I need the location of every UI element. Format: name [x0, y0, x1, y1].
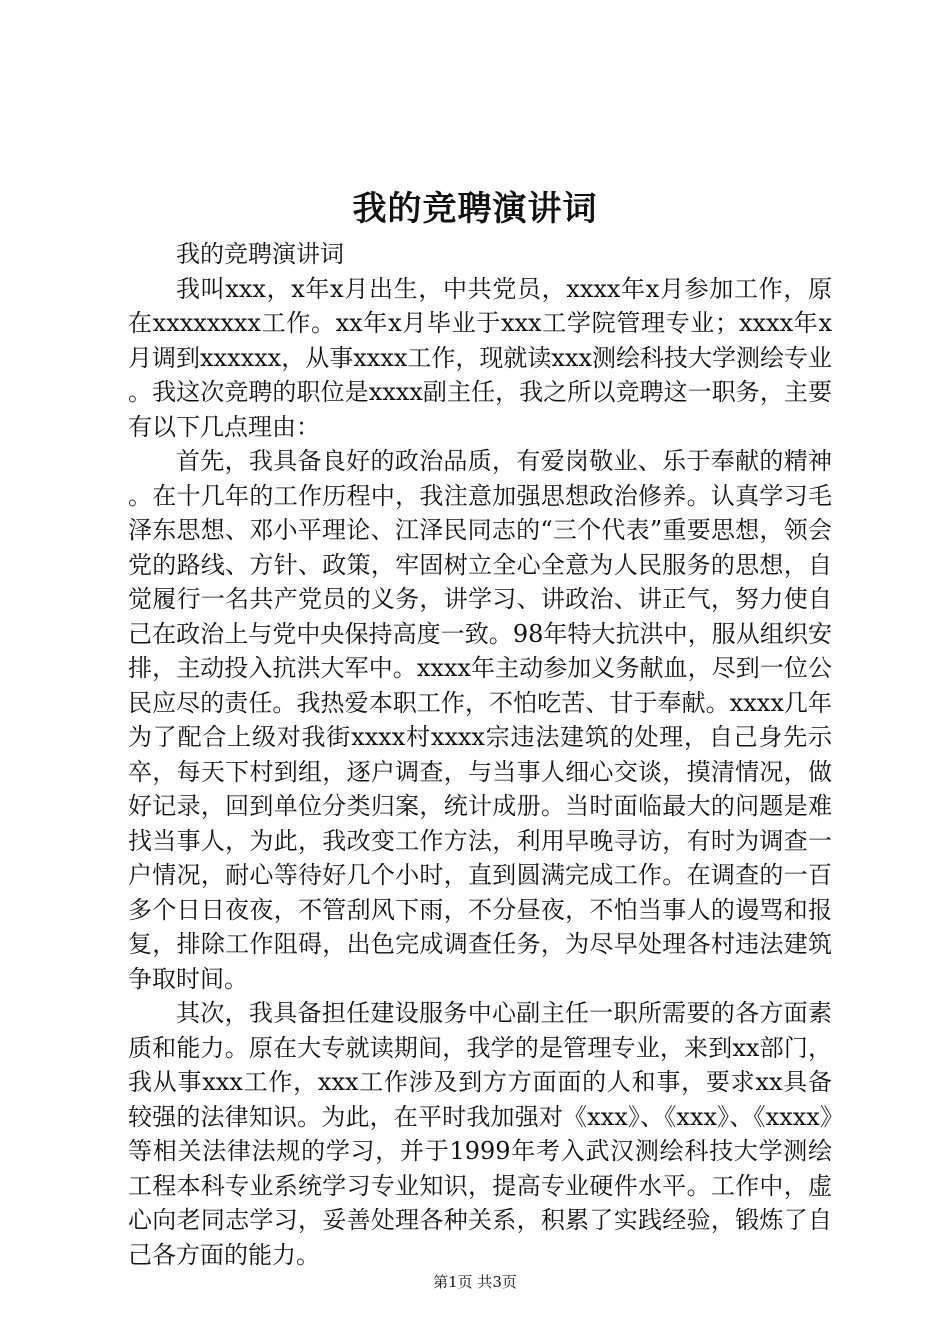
- document-body: [128, 237, 832, 1272]
- paragraph-heading: 我的竞聘演讲词: [176, 240, 344, 268]
- page-number-footer: 第1页 共3页: [433, 1273, 517, 1291]
- paragraph-introduction: 我叫xxx，x年x月出生，中共党员，xxxx年x月参加工作，原在xxxxxxxx工作。xx年x月毕业于xxx工学院管理专业；xxxx年x月调到xxxxxx，从事xxxx工作，现就读xxx测绘科技大学测绘专业。我这次竞聘的职位是xxxx副主任，我之所以竞聘这一职务，主要有以下几点理由：: [128, 274, 832, 441]
- paragraph-second-reason: 其次，我具备担任建设服务中心副主任一职所需要的各方面素质和能力。原在大专就读期间，我学的是管理专业，来到xx部门，我从事xxx工作，xxx工作涉及到方方面面的人和事，要求xx具备较强的法律知识。为此，在平时我加强对《xxx》、《xxx》、《xxxx》等相关法律法规的学习，并于1999年考入武汉测绘科技大学测绘工程本科专业系统学习专业知识，提高专业硬件水平。工作中，虚心向老同志学习，妥善处理各种关系，积累了实践经验，锻炼了自己各方面的能力。: [128, 999, 832, 1269]
- paragraph-first-reason: 首先，我具备良好的政治品质，有爱岗敬业、乐于奉献的精神。在十几年的工作历程中，我注意加强思想政治修养。认真学习毛泽东思想、邓小平理论、江泽民同志的“三个代表”重要思想，领会党的路线、方针、政策，牢固树立全心全意为人民服务的思想，自觉履行一名共产党员的义务，讲学习、讲政治、讲正气，努力使自己在政治上与党中央保持高度一致。98年特大抗洪中，服从组织安排，主动投入抗洪大军中。xxxx年主动参加义务献血，尽到一位公民应尽的责任。我热爱本职工作，不怕吃苦、甘于奉献。xxxx几年为了配合上级对我街xxxx村xxxx宗违法建筑的处理，自己身先示卒，每天下村到组，逐户调查，与当事人细心交谈，摸清情况，做好记录，回到单位分类归案，统计成册。当时面临最大的问题是难找当事人，为此，我改变工作方法，利用早晚寻访，有时为调查一户情况，耐心等待好几个小时，直到圆满完成工作。在调查的一百多个日日夜夜，不管刮风下雨，不分昼夜，不怕当事人的谩骂和报复，排除工作阻碍，出色完成调查任务，为尽早处理各村违法建筑争取时间。: [128, 447, 832, 993]
- document-title: 我的竞聘演讲词: [352, 189, 598, 229]
